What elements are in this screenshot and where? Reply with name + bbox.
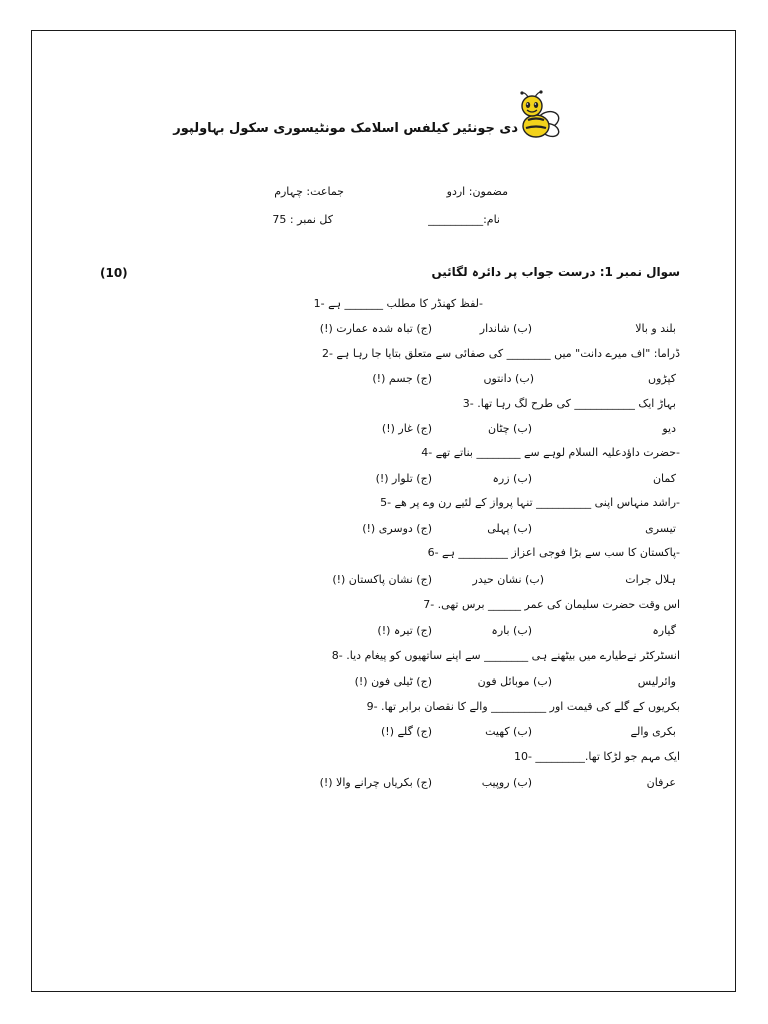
question-text: -راشد منہاس اپنی __________ تنہا پرواز کے لئیے رن وے پر ھے -5: [380, 496, 680, 509]
option-c: (ج) تیرہ (!): [377, 624, 432, 637]
option-a: ہلال جرات: [625, 573, 676, 586]
option-b: (ب) دانتوں: [483, 372, 534, 385]
option-c: (ج) بکریاں چرانے والا (!): [319, 776, 432, 789]
option-c: (ج) گلے (!): [381, 725, 432, 738]
option-a: کمان: [652, 472, 676, 485]
option-b: (ب) شاندار: [479, 322, 532, 335]
question-text: -حضرت داؤدعلیہ السلام لوہے سے ________ بناتے تھے -4: [421, 446, 680, 459]
bee-logo-icon: [514, 90, 562, 146]
section-marks: (10): [100, 266, 128, 280]
option-c: (ج) جسم (!): [372, 372, 432, 385]
option-b: (ب) پہلی: [487, 522, 532, 535]
option-a: وائرلیس: [637, 675, 676, 688]
total-marks-label: کل نمبر : 75: [272, 213, 333, 226]
page-border: [31, 30, 736, 992]
option-b: (ب) کھیت: [485, 725, 532, 738]
question-text: بکریوں کے گلے کی قیمت اور __________ والے کا نقصان برابر تھا. -9: [366, 700, 680, 713]
option-c: (ج) ٹیلی فون (!): [354, 675, 432, 688]
question-text: ایک مہم جو لڑکا تھا._________ -10: [513, 750, 680, 763]
option-a: تیسری: [645, 522, 676, 535]
option-a: بلند و بالا: [635, 322, 676, 335]
question-text: ڈراما: "اف میرے دانت" میں ________ کی صفائی سے متعلق بتایا جا رہا ہے -2: [321, 347, 680, 360]
school-title: دی جونئیر کیلفس اسلامک مونٹیسوری سکول بہاولپور: [173, 121, 518, 136]
option-c: (ج) غار (!): [381, 422, 432, 435]
question-heading: سوال نمبر 1: درست جواب پر دائرہ لگائیں: [431, 265, 680, 279]
option-a: دیو: [662, 422, 676, 435]
name-field: نام:__________: [428, 213, 500, 226]
question-text: انسٹرکٹر نےطیارے میں بیٹھنے ہی ________ سے اپنے ساتھیوں کو پیغام دیا. -8: [331, 649, 680, 662]
question-text: -لفظ کھنڈر کا مطلب _______ ہے -1: [313, 297, 483, 310]
option-b: (ب) موبائل فون: [477, 675, 552, 688]
class-label: جماعت: چہارم: [274, 185, 344, 198]
option-b: (ب) چٹان: [488, 422, 532, 435]
option-c: (ج) تباہ شدہ عمارت (!): [319, 322, 432, 335]
option-a: کپڑوں: [647, 372, 676, 385]
option-b: (ب) نشان حیدر: [472, 573, 544, 586]
option-a: بکری والے: [630, 725, 676, 738]
option-a: گیارہ: [652, 624, 676, 637]
question-text: بہاڑ ایک ___________ کی طرح لگ رہا تھا. -3: [462, 397, 676, 410]
option-b: (ب) زرہ: [492, 472, 532, 485]
question-text: اس وقت حضرت سلیمان کی عمر ______ برس تھی. -7: [423, 598, 680, 611]
option-c: (ج) نشان پاکستان (!): [332, 573, 432, 586]
subject-label: مضمون: اردو: [446, 185, 508, 198]
option-b: (ب) روپیب: [481, 776, 532, 789]
option-a: عرفان: [646, 776, 676, 789]
option-c: (ج) دوسری (!): [362, 522, 432, 535]
question-text: -پاکستان کا سب سے بڑا فوجی اعزاز _________ ہے -6: [427, 546, 680, 559]
option-b: (ب) بارہ: [491, 624, 532, 637]
option-c: (ج) تلوار (!): [375, 472, 432, 485]
